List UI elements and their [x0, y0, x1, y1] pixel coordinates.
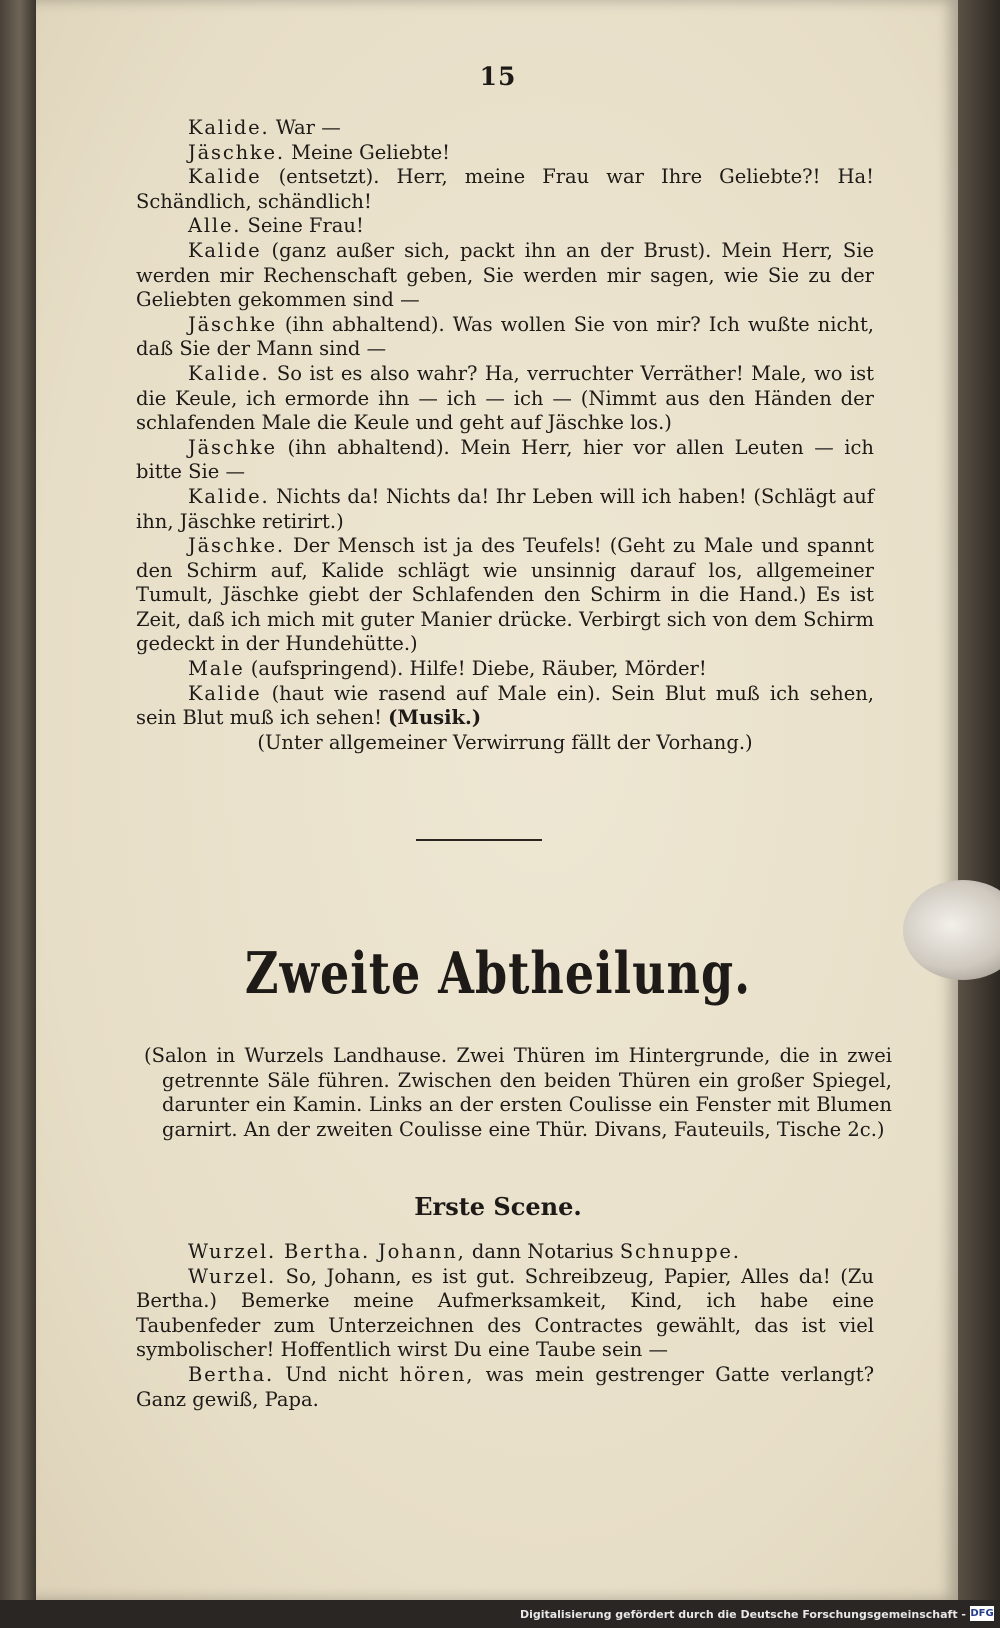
line-text: (ganz außer sich, packt ihn an der Brust). Mein Herr, Sie werden mir Rechenschaft geben, Sie werden mir sagen, wie Sie zu der Geliebten gekommen sind —: [136, 238, 875, 312]
line-text: Der Mensch ist ja des Teufels! (Geht zu Male und spannt den Schirm auf, Kalide schlägt wie unsinnig darauf los, allgemeiner Tumult, Jäschke giebt der Schlafenden den Schirm in die Hand.) Es ist Zeit, daß ich mich mit guter Manier drücke. Verbirgt sich von dem Schirm gedeckt in der Hundehütte.): [136, 534, 874, 656]
dialogue-line: [136, 239, 874, 313]
line-text: Meine Geliebte!: [291, 140, 450, 164]
scene-cast: [136, 1240, 874, 1265]
funding-credit: Digitalisierung gefördert durch die Deutsche Forschungsgemeinschaft -: [519, 1608, 966, 1621]
dialogue-line: [136, 485, 874, 534]
line-text: Und nicht: [285, 1362, 389, 1386]
stage-direction-curtain: (Unter allgemeiner Verwirrung fällt der Vorhang.): [257, 730, 753, 754]
dialogue-line: [136, 1265, 874, 1363]
dialogue-line: [136, 141, 874, 166]
line-text: (aufspringend). Hilfe! Diebe, Räuber, Mörder!: [250, 657, 707, 681]
page-number: 15: [479, 62, 517, 91]
speaker-name: Kalide: [188, 165, 262, 189]
dialogue-line: [136, 214, 874, 239]
line-text: (entsetzt). Herr, meine Frau war Ihre Geliebte?! Ha! Schändlich, schändlich!: [136, 165, 874, 213]
dialogue-block-scene: [136, 1240, 874, 1412]
line-text: War —: [275, 116, 341, 139]
music-cue: (Musik.): [388, 706, 482, 730]
book-page: [36, 0, 960, 1600]
line-text: (haut wie rasend auf Male ein). Sein Blut muß ich sehen, sein Blut muß ich sehen!: [136, 681, 874, 730]
dialogue-line: [136, 116, 874, 141]
line-text: (ihn abhaltend). Mein Herr, hier vor allen Leuten — ich bitte Sie —: [136, 435, 874, 484]
book-gutter: [0, 0, 36, 1628]
dialogue-line: [136, 657, 874, 682]
line-text: Seine Frau!: [247, 214, 364, 238]
line-text: was mein gestrenger Gatte verlangt? Ganz gewiß, Papa.: [136, 1362, 875, 1411]
speaker-name: Jäschke.: [188, 534, 285, 558]
dialogue-line: [136, 1363, 874, 1412]
line-text: Nichts da! Nichts da! Ihr Leben will ich haben! (Schlägt auf ihn, Jäschke retirirt.): [136, 484, 874, 533]
speaker-name: Kalide: [188, 681, 262, 705]
dialogue-line: [136, 682, 874, 731]
dfg-logo: DFG: [970, 1608, 994, 1619]
speaker-name: Kalide.: [188, 484, 270, 508]
dialogue-line: [136, 313, 874, 362]
line-text: (ihn abhaltend). Was wollen Sie von mir? Ich wußte nicht, daß Sie der Mann sind —: [136, 312, 874, 361]
dialogue-line: [136, 534, 874, 657]
act-heading: Zweite Abtheilung.: [244, 939, 752, 1007]
speaker-name: Jäschke.: [188, 140, 285, 164]
speaker-name: Kalide.: [188, 361, 270, 385]
speaker-name: Kalide.: [188, 116, 270, 139]
page-edge-shadow: [958, 0, 1000, 1600]
dialogue-line: [136, 436, 874, 485]
line-text: So ist es also wahr? Ha, verruchter Verräther! Male, wo ist die Keule, ich ermorde ihn — ich — ich — (Nimmt aus den Händen der schlafenden Male die Keule und geht auf Jäschke los.): [136, 361, 874, 435]
line-text: So, Johann, es ist gut. Schreibzeug, Papier, Alles da! (Zu Bertha.) Bemerke meine Aufmerksamkeit, Kind, ich habe eine Taubenfeder zum Unterzeichnen des Contractes gewählt, das ist viel symbolischer! Hoffentlich wirst Du eine Taube sein —: [136, 1264, 874, 1362]
cast-rest: dann Notarius: [471, 1240, 614, 1263]
cast-names: Wurzel. Bertha. Johann,: [188, 1240, 466, 1263]
emphasis-word: hören,: [399, 1362, 475, 1386]
stage-setting: (Salon in Wurzels Landhause. Zwei Thüren im Hintergrunde, die in zwei getrennte Säle führen. Zwischen den beiden Thüren ein großer Spiegel, darunter ein Kamin. Links an der ersten Coulisse ein Fenster mit Blumen garnirt. An der zweiten Coulisse eine Thür. Divans, Fauteuils, Tische 2c.): [144, 1044, 892, 1141]
speaker-name: Male: [188, 657, 245, 681]
speaker-name: Jäschke: [188, 435, 277, 459]
speaker-name: Alle.: [188, 214, 242, 238]
speaker-name: Wurzel.: [188, 1264, 276, 1288]
dialogue-line: [136, 165, 874, 214]
dialogue-line: [136, 362, 874, 436]
speaker-name: Kalide: [188, 238, 262, 262]
section-divider: [416, 839, 542, 841]
speaker-name: Bertha.: [188, 1362, 275, 1386]
speaker-name: Jäschke: [188, 312, 277, 336]
scene-title: Erste Scene.: [414, 1192, 582, 1221]
dialogue-block-upper: [136, 116, 874, 755]
cast-last: Schnuppe.: [619, 1240, 741, 1263]
